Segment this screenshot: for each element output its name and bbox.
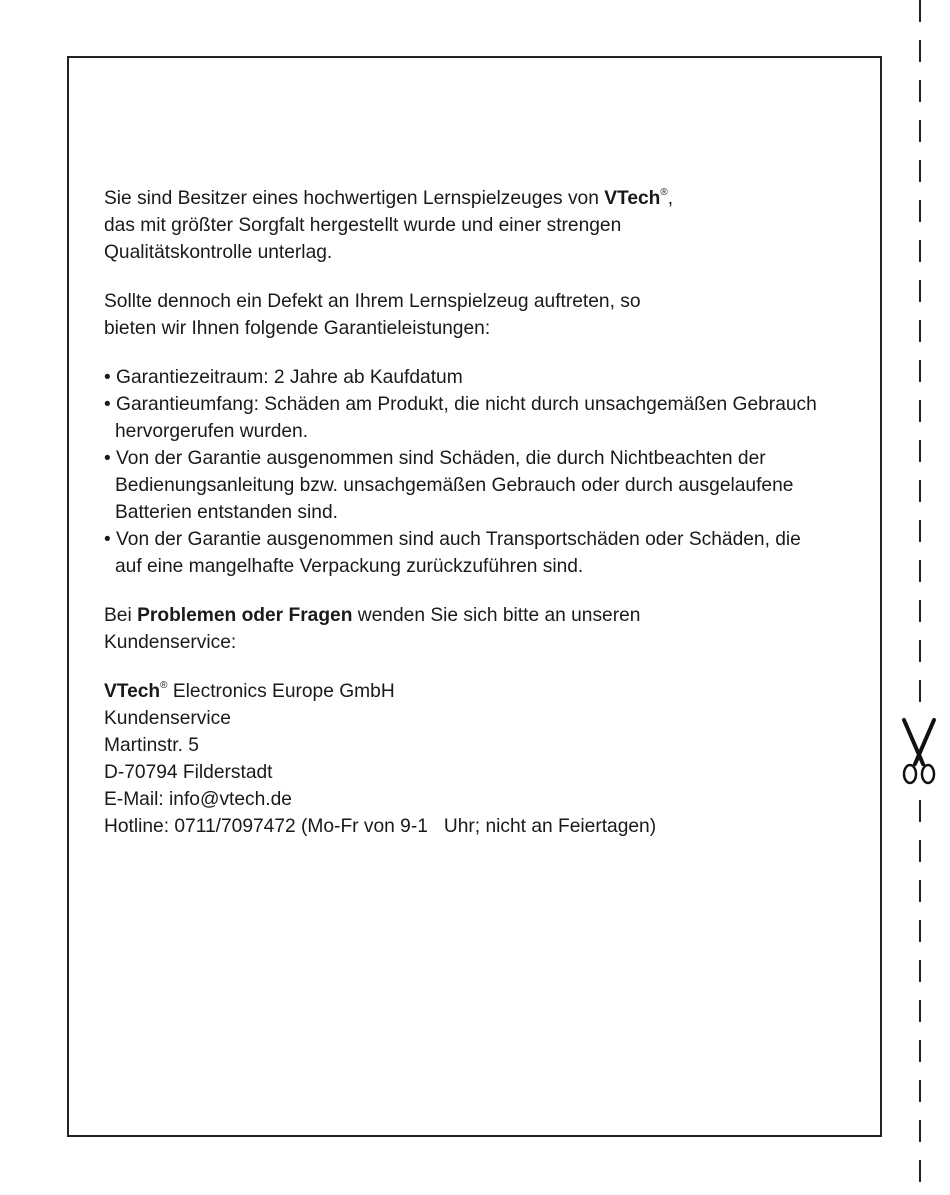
scissors-icon — [899, 718, 939, 793]
cut-line-dash — [919, 480, 921, 502]
cut-line-dash — [919, 320, 921, 342]
cut-line-dash — [919, 1000, 921, 1022]
cut-line-dash — [919, 280, 921, 302]
address-street: Martinstr. 5 — [104, 735, 199, 756]
cut-line-dash — [919, 600, 921, 622]
cut-line-dash — [919, 400, 921, 422]
defect-line-2: bieten wir Ihnen folgende Garantieleistungen: — [104, 318, 491, 339]
cut-line-dash — [919, 0, 921, 22]
cut-line-dash — [919, 240, 921, 262]
address-email: E-Mail: info@vtech.de — [104, 789, 292, 810]
cut-line-dash — [919, 560, 921, 582]
address-dept: Kundenservice — [104, 708, 231, 729]
cut-line-dash — [919, 160, 921, 182]
cut-line-dash — [919, 1120, 921, 1142]
cut-line-dash — [919, 840, 921, 862]
cut-line-dash — [919, 440, 921, 462]
cut-line-dash — [919, 800, 921, 822]
bullet-item: • Von der Garantie ausgenommen sind auch Transportschäden oder Schäden, die auf eine mangelhafte Verpackung zurückzuführen sind. — [104, 529, 801, 577]
cut-line-dash — [919, 640, 921, 662]
bullet-item: • Garantieumfang: Schäden am Produkt, die nicht durch unsachgemäßen Gebrauch hervorgerufen wurden. — [104, 394, 817, 442]
defect-line-1: Sollte dennoch ein Defekt an Ihrem Lernspielzeug auftreten, so — [104, 291, 641, 312]
brand-name: VTech — [604, 188, 661, 209]
address-hotline: Hotline: 0711/7097472 (Mo-Fr von 9-1 Uhr; nicht an Feiertagen) — [104, 816, 657, 837]
cut-line-dash — [919, 680, 921, 702]
cut-line-dash — [919, 520, 921, 542]
dashed-cut-line — [918, 0, 922, 1195]
intro-line-1: Sie sind Besitzer eines hochwertigen Lernspielzeuges von VTech®, — [104, 186, 674, 209]
contact-intro-line-2: Kundenservice: — [104, 632, 237, 653]
contact-intro-line-1: Bei Problemen oder Fragen wenden Sie sich bitte an unseren — [104, 605, 641, 626]
warranty-card — [67, 56, 882, 1137]
intro-line-3: Qualitätskontrolle unterlag. — [104, 242, 333, 263]
cut-line-dash — [919, 1080, 921, 1102]
cut-line-dash — [919, 920, 921, 942]
bullet-item: • Von der Garantie ausgenommen sind Schäden, die durch Nichtbeachten der Bedienungsanleitung bzw. unsachgemäßen Gebrauch oder durch ausgelaufene Batterien entstanden sind. — [104, 448, 794, 523]
cut-line-dash — [919, 960, 921, 982]
address-city: D-70794 Filderstadt — [104, 762, 273, 783]
cut-line-dash — [919, 80, 921, 102]
cut-line-dash — [919, 120, 921, 142]
cut-line-dash — [919, 1040, 921, 1062]
address-company: VTech® Electronics Europe GmbH — [104, 679, 395, 702]
cut-line-dash — [919, 40, 921, 62]
cut-line-dash — [919, 360, 921, 382]
warranty-text — [104, 185, 874, 840]
cut-line-dash — [919, 1160, 921, 1182]
cut-line-dash — [919, 200, 921, 222]
intro-line-2: das mit größter Sorgfalt hergestellt wurde und einer strengen — [104, 215, 622, 236]
bullet-item: • Garantiezeitraum: 2 Jahre ab Kaufdatum — [104, 367, 463, 388]
cut-line-dash — [919, 880, 921, 902]
